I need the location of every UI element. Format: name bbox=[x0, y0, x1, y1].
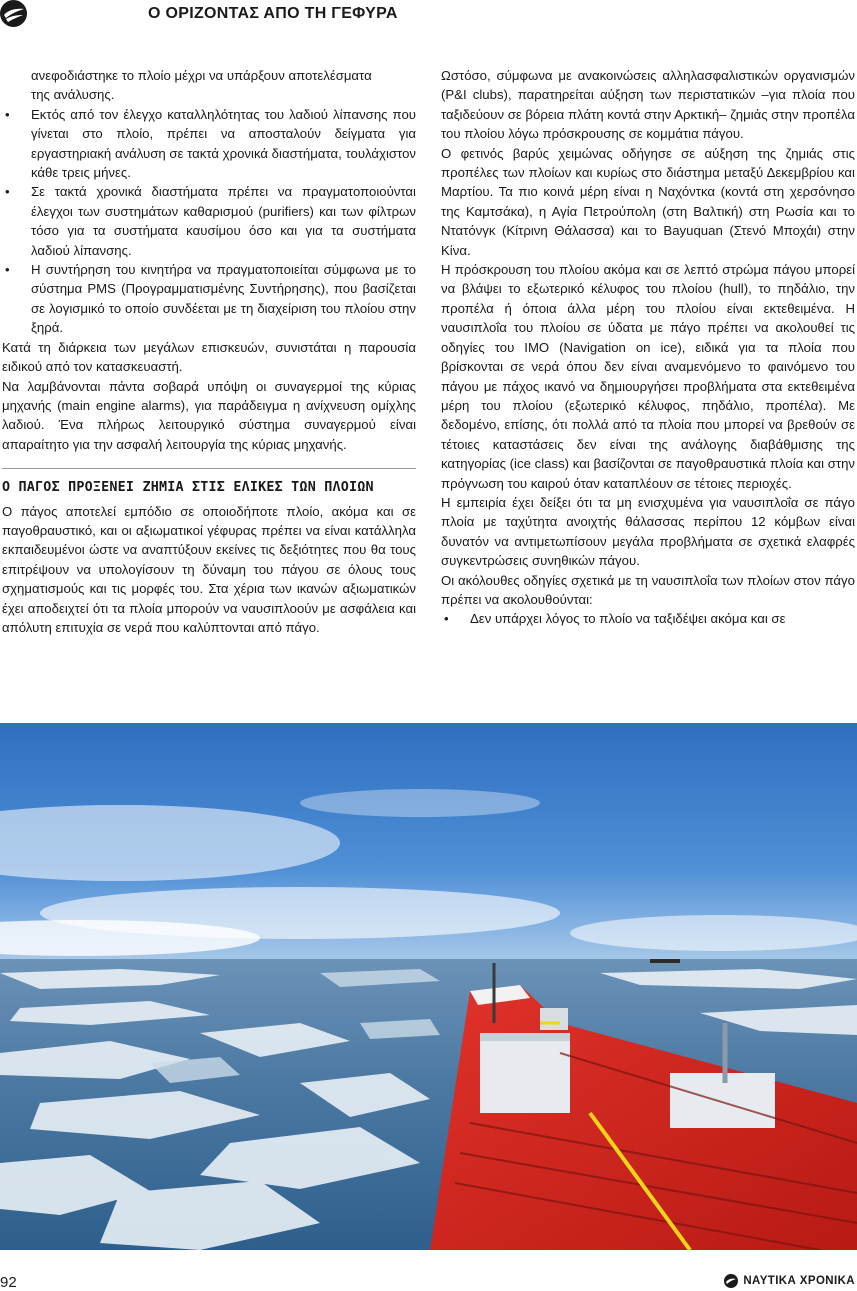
bullet-item bbox=[2, 260, 416, 338]
bullet-text: Δεν υπάρχει λόγος το πλοίο να ταξιδέψει ακόμα και σε bbox=[470, 611, 786, 627]
page-number: 92 bbox=[0, 1274, 17, 1291]
bullet-item bbox=[2, 105, 416, 183]
left-column bbox=[2, 66, 416, 637]
intro-text-line: ανεφοδιάστηκε το πλοίο μέχρι να υπάρξουν αποτελέσματα bbox=[31, 68, 372, 83]
photo-illustration bbox=[0, 723, 857, 1250]
bullet-text: Εκτός από τον έλεγχο καταλληλότητας του λαδιού λίπανσης που γίνεται στο πλοίο, πρέπει να αποσταλούν δείγματα για εργαστηριακή ανάλυση σε τακτά χρονικά διαστήματα, τουλάχιστον κάθε τρεις μήνες. bbox=[31, 106, 416, 181]
bullet-item bbox=[2, 182, 416, 260]
body-paragraph: Ο πάγος αποτελεί εμπόδιο σε οποιοδήποτε πλοίο, ακόμα και σε παγοθραυστικό, και οι αξιωματικοί γέφυρας πρέπει να είναι κατάλληλα εκπαιδευμένοι ώστε να αναπτύξουν εκείνες τις δεξιότητες που θα τους επιτρέψουν να υπολογίσουν τη δύναμη του πάγου σε όλους τους σχηματισμούς και τις μορφές του. Στα χέρια των ικανών αξιωματικών έχει αποδειχτεί ότι τα πλοία μπορούν να ναυσιπλοούν με ασφάλεια και απόλυτη επιτυχία σε νερά που καλύπτονται από πάγο. bbox=[2, 503, 416, 635]
section-header-title: Ο ΟΡΙΖΟΝΤΑΣ ΑΠΟ ΤΗ ΓΕΦΥΡΑ bbox=[148, 5, 398, 22]
bullet-dot: • bbox=[444, 611, 449, 627]
body-paragraph: Να λαμβάνονται πάντα σοβαρά υπόψη οι συναγερμοί της κύριας μηχανής (main engine alarms), για παράδειγμα η ανίχνευση ομίχλης λαδιού. Ένα πλήρως λειτουργικό σύστημα συναγερμού είναι απαραίτητο για την ασφαλή λειτουργία της κύριας μηχανής. bbox=[2, 378, 416, 452]
magazine-logo-icon bbox=[0, 0, 27, 27]
bullet-text: Σε τακτά χρονικά διαστήματα πρέπει να πραγματοποιούνται έλεγχοι των συστημάτων καθαρισμού (purifiers) και των φίλτρων τόσο για τα συστήματα καυσίμου όσο και για τα συστήματα λαδιού λίπανσης. bbox=[31, 184, 416, 258]
section-heading: Ο ΠΑΓΟΣ ΠΡΟΞΕΝΕΙ ΖΗΜΙΑ ΣΤΙΣ ΕΛΙΚΕΣ ΤΩΝ ΠΛΟΙΩΝ bbox=[2, 480, 374, 496]
body-paragraph: Η πρόσκρουση του πλοίου ακόμα και σε λεπτό στρώμα πάγου μπορεί να βλάψει το εξωτερικό κέλυφος του πλοίου (hull), το πηδάλιο, την προπέλα ή όποια άλλα μέρη του πλοίου είναι εκτεθειμένα. Η ναυσιπλοΐα του πλοίου σε ύδατα με πάγο πρέπει να ακολουθεί τις οδηγίες του IMO (Navigation on ice), ειδικά για τα πλοία που βρίσκονται σε νερά όπου δεν είναι αναμενόμενο το φαινόμενο του πάγου με πάχος ικανό να δημιουργήσει προβλήματα στα εκτεθειμένα μέρη του πλοίου (εξωτερικό κέλυφος, πηδάλιο, προπέλα). Με δεδομένο, επίσης, ότι πολλά από τα πλοία που μπορεί να βρεθούν σε τέτοιες καταστάσεις δεν είναι της ανάλογης διαβάθμισης της κατηγορίας (ice class) και βασίζονται σε παγοθραυστικά πλοία και στην πρόγνωση του καιρού όταν καταπλέουν σε τέτοιες περιοχές. bbox=[441, 262, 855, 491]
body-paragraph: Ωστόσο, σύμφωνα με ανακοινώσεις αλληλασφαλιστικών οργανισμών (P&I clubs), παρατηρείται αύξηση των περιστατικών –για πλοία που ταξιδεύουν σε βόρεια πλάτη κοντά στην Αρκτική– ζημιάς στην προπέλα του πλοίου λόγω πρόσκρουσης σε κομμάτια πάγου. bbox=[441, 68, 855, 142]
bullet-dot: • bbox=[5, 106, 10, 122]
naftika-chronika-logo-icon bbox=[724, 1274, 738, 1288]
section-divider bbox=[2, 468, 416, 469]
bullet-item bbox=[441, 609, 855, 628]
footer-brand bbox=[724, 1274, 855, 1288]
body-paragraph: Ο φετινός βαρύς χειμώνας οδήγησε σε αύξηση της ζημιάς στις προπέλες των πλοίων και κυρίως στο διάστημα μεταξύ Δεκεμβρίου και Μαρτίου. Τα πιο κοινά μέρη είναι η Ναχόντκα (κοντά στη χερσόνησο της Καμτσάκα), η Αγία Πετρούπολη (στη Βαλτική) στη Ρωσία και το Ντατόνγκ (Κίτρινη Θάλασσα) και το Bayuquan (Στενό Μποχάι) στην Κίνα. bbox=[441, 145, 855, 258]
right-column bbox=[441, 66, 855, 629]
body-paragraph: Κατά τη διάρκεια των μεγάλων επισκευών, συνιστάται η παρουσία ειδικού από τον κατασκευαστή. bbox=[2, 339, 416, 375]
bullet-dot: • bbox=[5, 184, 10, 200]
body-paragraph: Οι ακόλουθες οδηγίες σχετικά με τη ναυσιπλοΐα των πλοίων στον πάγο πρέπει να ακολουθούνται: bbox=[441, 572, 855, 607]
page-header bbox=[0, 0, 857, 30]
bullet-dot: • bbox=[5, 262, 10, 278]
body-paragraph: Η εμπειρία έχει δείξει ότι τα μη ενισχυμένα για ναυσιπλοΐα σε πάγο πλοία με ταχύτητα ανοιχτής θάλασσας περίπου 12 κόμβων είναι δυνατόν να αντιμετωπίσουν μεγάλα προβλήματα σε σχετικά ελαφρές συγκεντρώσεις συνηθικών πάγου. bbox=[441, 494, 855, 569]
tanker-in-ice-photo bbox=[0, 723, 857, 1250]
brand-name: ΝΑΥΤΙΚΑ ΧΡΟΝΙΚΑ bbox=[743, 1275, 855, 1287]
bullet-text: Η συντήρηση του κινητήρα να πραγματοποιείται σύμφωνα με το σύστημα PMS (Προγραμματισμένης Συντήρησης), που βασίζεται σε λογισμικό το οποίο συνδέεται με τη διαχείριση του πλοίου στην ξηρά. bbox=[31, 262, 416, 336]
intro-text-line: της ανάλυσης. bbox=[31, 87, 115, 103]
